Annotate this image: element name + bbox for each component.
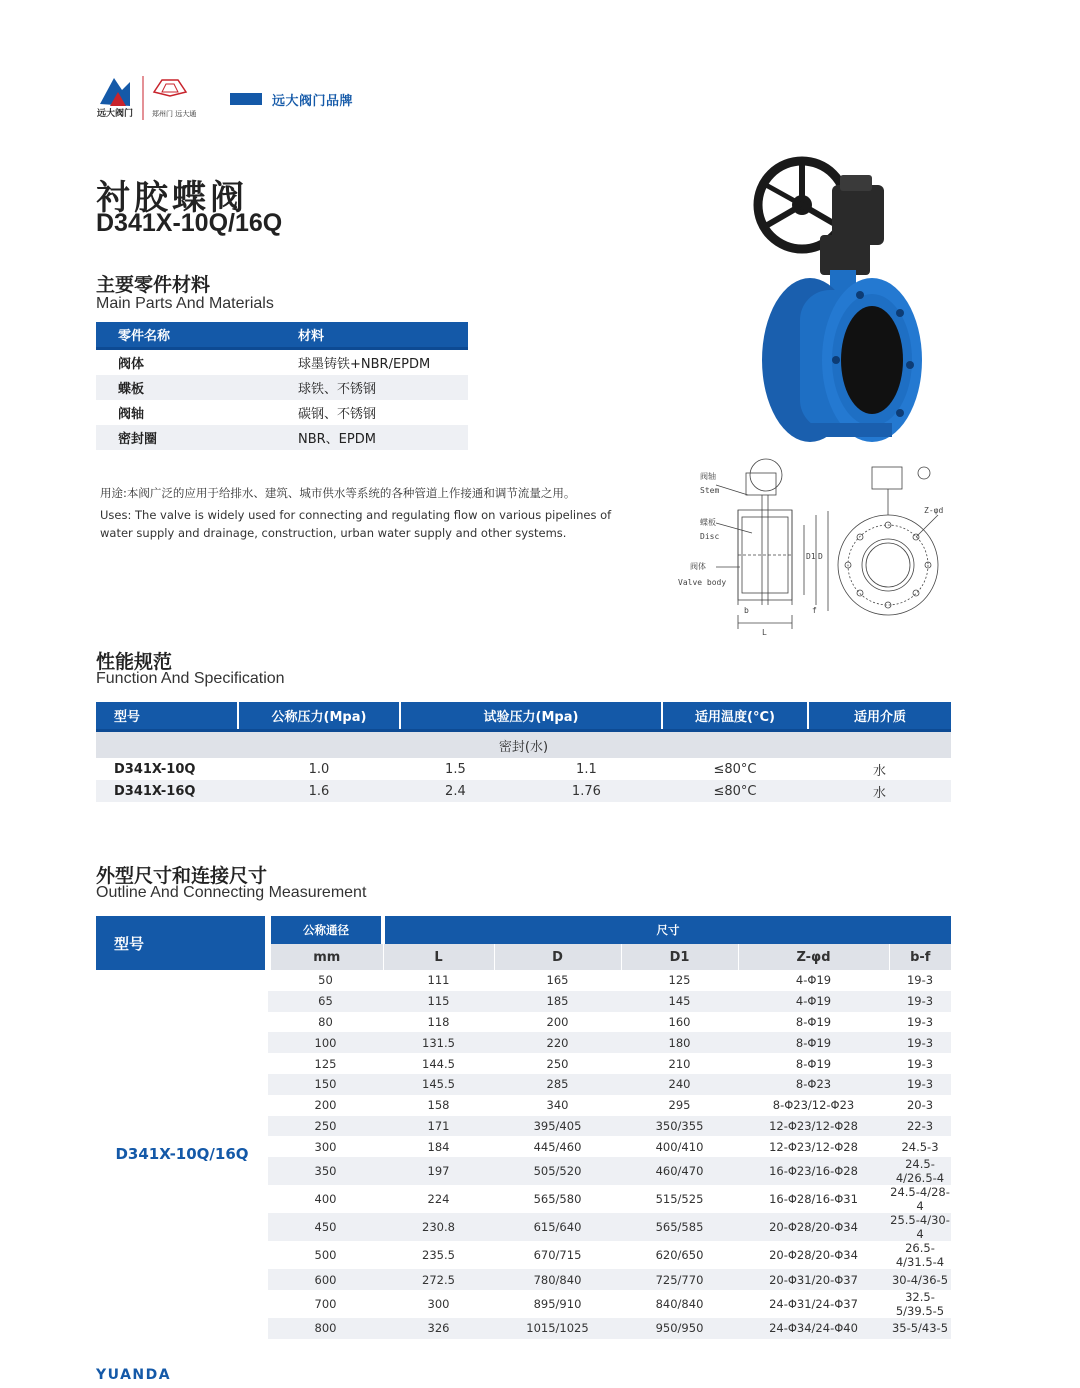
table-row [96, 425, 468, 450]
dims-bf: 19-3 [889, 1032, 951, 1053]
dims-sub-bf: b-f [889, 944, 951, 970]
spec-header-test: 试验压力(Mpa) [400, 702, 662, 731]
dims-D: 165 [546, 973, 569, 988]
dims-D: 340 [546, 1098, 569, 1113]
dims-dn: 125 [314, 1056, 337, 1071]
dims-D: 220 [494, 1032, 621, 1053]
dims-D1: 515/525 [655, 1192, 704, 1207]
dims-L: 272.5 [383, 1269, 494, 1290]
dims-bf: 19-3 [906, 1014, 934, 1029]
dims-zphid: 24-Φ34/24-Φ40 [738, 1318, 889, 1339]
parts-section-subtitle: Main Parts And Materials [96, 295, 274, 312]
dims-dn: 50 [318, 973, 333, 988]
spec-model: D341X-10Q [114, 761, 196, 777]
label-stem-cn: 阀轴 [700, 472, 716, 481]
dims-bf: 24.5-4/26.5-4 [889, 1157, 951, 1185]
dims-L: 144.5 [422, 1056, 455, 1071]
dims-dn: 200 [314, 1098, 337, 1113]
dims-bf: 26.5-4/31.5-4 [895, 1241, 945, 1270]
dims-D1: 950/950 [621, 1318, 738, 1339]
spec-temp: ≤80°C [713, 761, 757, 777]
spec-header-pn: 公称压力(Mpa) [238, 702, 400, 731]
dims-bf: 32.5-5/39.5-5 [895, 1289, 945, 1318]
technical-drawing [676, 455, 956, 640]
parts-table [96, 322, 468, 450]
parts-header-material: 材料 [276, 322, 468, 349]
dims-D1: 840/840 [655, 1296, 704, 1311]
table-row [96, 970, 951, 991]
dims-L: 326 [383, 1318, 494, 1339]
spec-subheader: 密封(水) [96, 731, 951, 759]
svg-text:远大阀门: 远大阀门 [97, 109, 134, 119]
label-b: b [744, 606, 749, 615]
part-material: 球铁、不锈钢 [276, 375, 468, 400]
spec-medium: 水 [808, 780, 951, 802]
dims-dn: 500 [314, 1248, 337, 1263]
part-name: 蝶板 [96, 375, 276, 400]
dims-D1: 565/585 [621, 1213, 738, 1241]
spec-pn: 1.6 [238, 780, 400, 802]
spec-temp: ≤80°C [662, 780, 808, 802]
dims-L: 184 [427, 1139, 450, 1154]
dims-zphid: 4-Φ19 [738, 991, 889, 1012]
parts-header-row [96, 322, 468, 349]
dims-section-subtitle: Outline And Connecting Measurement [96, 884, 367, 901]
dims-L: 300 [427, 1296, 450, 1311]
dims-sub-zphid: Z-φd [738, 944, 889, 970]
dims-D: 1015/1025 [494, 1318, 621, 1339]
dims-zphid: 4-Φ19 [795, 973, 832, 988]
svg-text:郑州门 远大通: 郑州门 远大通 [152, 110, 197, 118]
dims-D1: 125 [668, 973, 691, 988]
dims-bf: 20-3 [906, 1098, 934, 1113]
dims-D1: 295 [668, 1098, 691, 1113]
dims-sub-mm: mm [268, 944, 383, 970]
dims-dn: 350 [268, 1157, 383, 1185]
dims-sub-D: D [494, 944, 621, 970]
dims-D1: 350/355 [621, 1116, 738, 1137]
dims-zphid: 8-Φ19 [795, 1014, 832, 1029]
spec-section-title: 性能规范 [96, 651, 173, 673]
dims-L: 111 [427, 973, 450, 988]
dims-zphid: 20-Φ28/20-Φ34 [738, 1213, 889, 1241]
spec-model: D341X-16Q [96, 780, 238, 802]
label-disc-en: Disc [700, 532, 720, 541]
dims-zphid: 12-Φ23/12-Φ28 [769, 1139, 858, 1154]
page-title: 衬胶蝶阀 [96, 178, 248, 218]
dims-dn: 100 [268, 1032, 383, 1053]
label-f: f [812, 606, 817, 615]
dims-D: 445/460 [533, 1139, 582, 1154]
spec-header-medium: 适用介质 [808, 702, 951, 731]
dims-dn: 800 [268, 1318, 383, 1339]
dims-D: 185 [494, 991, 621, 1012]
dims-L: 131.5 [383, 1032, 494, 1053]
dims-header-row [96, 916, 951, 944]
dims-L: 115 [383, 991, 494, 1012]
dims-D: 615/640 [494, 1213, 621, 1241]
dims-D: 565/580 [533, 1192, 582, 1207]
dims-D: 395/405 [494, 1116, 621, 1137]
part-material: 碳钢、不锈钢 [298, 407, 377, 422]
dims-D1: 160 [668, 1014, 691, 1029]
spec-section-subtitle: Function And Specification [96, 670, 285, 687]
spec-test2: 1.1 [576, 761, 597, 777]
dims-D1: 725/770 [621, 1269, 738, 1290]
dims-dn: 600 [268, 1269, 383, 1290]
dims-zphid: 16-Φ28/16-Φ31 [769, 1192, 858, 1207]
dims-zphid: 8-Φ19 [795, 1056, 832, 1071]
spec-test1: 1.5 [445, 761, 466, 777]
label-stem-en: Stem [700, 486, 720, 495]
dims-L: 118 [427, 1014, 450, 1029]
dims-D1: 210 [668, 1056, 691, 1071]
spec-medium: 水 [872, 763, 886, 779]
part-material: 球墨铸铁+NBR/EPDM [298, 357, 431, 372]
label-L: L [762, 628, 767, 637]
parts-header-name: 零件名称 [96, 322, 276, 349]
dims-L: 235.5 [422, 1248, 455, 1263]
model-title: D341X-10Q/16Q [96, 209, 283, 237]
table-row [96, 375, 468, 400]
dims-D1: 400/410 [655, 1139, 704, 1154]
dims-bf: 19-3 [906, 1056, 934, 1071]
dims-L: 158 [427, 1098, 450, 1113]
dims-bf: 30-4/36-5 [889, 1269, 951, 1290]
label-body-en: Valve body [678, 578, 727, 587]
dims-L: 230.8 [383, 1213, 494, 1241]
table-row [96, 400, 468, 425]
spec-table [96, 702, 951, 802]
dims-D: 250 [546, 1056, 569, 1071]
dims-D1: 620/650 [655, 1248, 704, 1263]
dims-D1: 180 [621, 1032, 738, 1053]
dims-D: 285 [494, 1074, 621, 1095]
dims-dn: 80 [318, 1014, 333, 1029]
usage-en-line2: water supply and drainage, construction, urban water supply and other systems. [100, 526, 567, 540]
label-D1: D1 [806, 552, 816, 561]
dims-zphid: 24-Φ31/24-Φ37 [769, 1296, 858, 1311]
dims-dn: 65 [268, 991, 383, 1012]
dims-dn: 400 [314, 1192, 337, 1207]
dims-zphid: 16-Φ23/16-Φ28 [738, 1157, 889, 1185]
dims-dn: 300 [314, 1139, 337, 1154]
dims-D1: 240 [621, 1074, 738, 1095]
brand-text: 远大阀门品牌 [272, 94, 354, 109]
dims-dn: 450 [268, 1213, 383, 1241]
spec-header-row [96, 702, 951, 731]
dims-zphid: 20-Φ31/20-Φ37 [738, 1269, 889, 1290]
dims-sub-L: L [383, 944, 494, 970]
dims-dn: 700 [314, 1296, 337, 1311]
spec-pn: 1.0 [308, 761, 330, 777]
dims-zphid: 20-Φ28/20-Φ34 [769, 1248, 858, 1263]
spec-subheader-row [96, 731, 951, 759]
dims-header-size: 尺寸 [383, 916, 951, 944]
company-logo [96, 72, 216, 124]
dims-bf: 24.5-4/28-4 [890, 1185, 950, 1214]
dims-D: 505/520 [494, 1157, 621, 1185]
dims-D: 780/840 [494, 1269, 621, 1290]
spec-header-model: 型号 [96, 702, 238, 731]
dims-bf: 19-3 [889, 991, 951, 1012]
dims-L: 171 [383, 1116, 494, 1137]
dims-L: 224 [427, 1192, 450, 1207]
part-name: 密封圈 [96, 425, 276, 450]
dims-body [96, 970, 951, 1339]
dims-D: 895/910 [533, 1296, 582, 1311]
parts-section-title: 主要零件材料 [96, 274, 211, 296]
dims-zphid: 8-Φ23 [738, 1074, 889, 1095]
dims-dn: 150 [268, 1074, 383, 1095]
table-row [96, 758, 951, 780]
dims-table [96, 916, 951, 1339]
dims-bf: 22-3 [889, 1116, 951, 1137]
dims-L: 145.5 [383, 1074, 494, 1095]
part-name: 阀轴 [118, 407, 145, 422]
table-row [96, 349, 468, 376]
dims-D1: 145 [621, 991, 738, 1012]
dims-zphid: 12-Φ23/12-Φ28 [738, 1116, 889, 1137]
usage-cn: 用途:本阀广泛的应用于给排水、建筑、城市供水等系统的各种管道上作接通和调节流量之用。 [100, 486, 576, 500]
dims-L: 197 [383, 1157, 494, 1185]
label-zphi: Z-φd [924, 506, 944, 515]
dims-dn: 250 [268, 1116, 383, 1137]
dims-bf: 35-5/43-5 [889, 1318, 951, 1339]
part-material: NBR、EPDM [276, 425, 468, 450]
dims-bf: 24.5-3 [901, 1139, 939, 1154]
part-name: 阀体 [118, 357, 145, 372]
dims-header-dn: 公称通径 [268, 916, 383, 944]
label-disc-cn: 蝶板 [700, 518, 716, 527]
footer-brand: YUANDA [96, 1367, 172, 1383]
dims-D: 200 [546, 1014, 569, 1029]
dims-header-model: 型号 [96, 916, 268, 970]
dims-bf: 19-3 [889, 1074, 951, 1095]
dims-section-title: 外型尺寸和连接尺寸 [96, 865, 268, 887]
spec-test1: 2.4 [400, 780, 511, 802]
usage-en-line1: Uses: The valve is widely used for connecting and regulating flow on various pipelines of [100, 508, 612, 522]
dims-bf: 19-3 [906, 973, 934, 988]
dims-bf: 25.5-4/30-4 [890, 1213, 950, 1242]
label-body-cn: 阀体 [690, 562, 706, 571]
spec-test2: 1.76 [511, 780, 662, 802]
dims-model: D341X-10Q/16Q [96, 970, 268, 1339]
label-D: D [818, 552, 823, 561]
valve-product-image [740, 155, 940, 445]
dims-D: 670/715 [533, 1248, 582, 1263]
brand-bar [230, 93, 262, 105]
dims-zphid: 8-Φ19 [738, 1032, 889, 1053]
dims-zphid: 8-Φ23/12-Φ23 [772, 1098, 855, 1113]
dims-sub-D1: D1 [621, 944, 738, 970]
dims-D1: 460/470 [621, 1157, 738, 1185]
spec-header-temp: 适用温度(°C) [662, 702, 808, 731]
table-row [96, 780, 951, 802]
